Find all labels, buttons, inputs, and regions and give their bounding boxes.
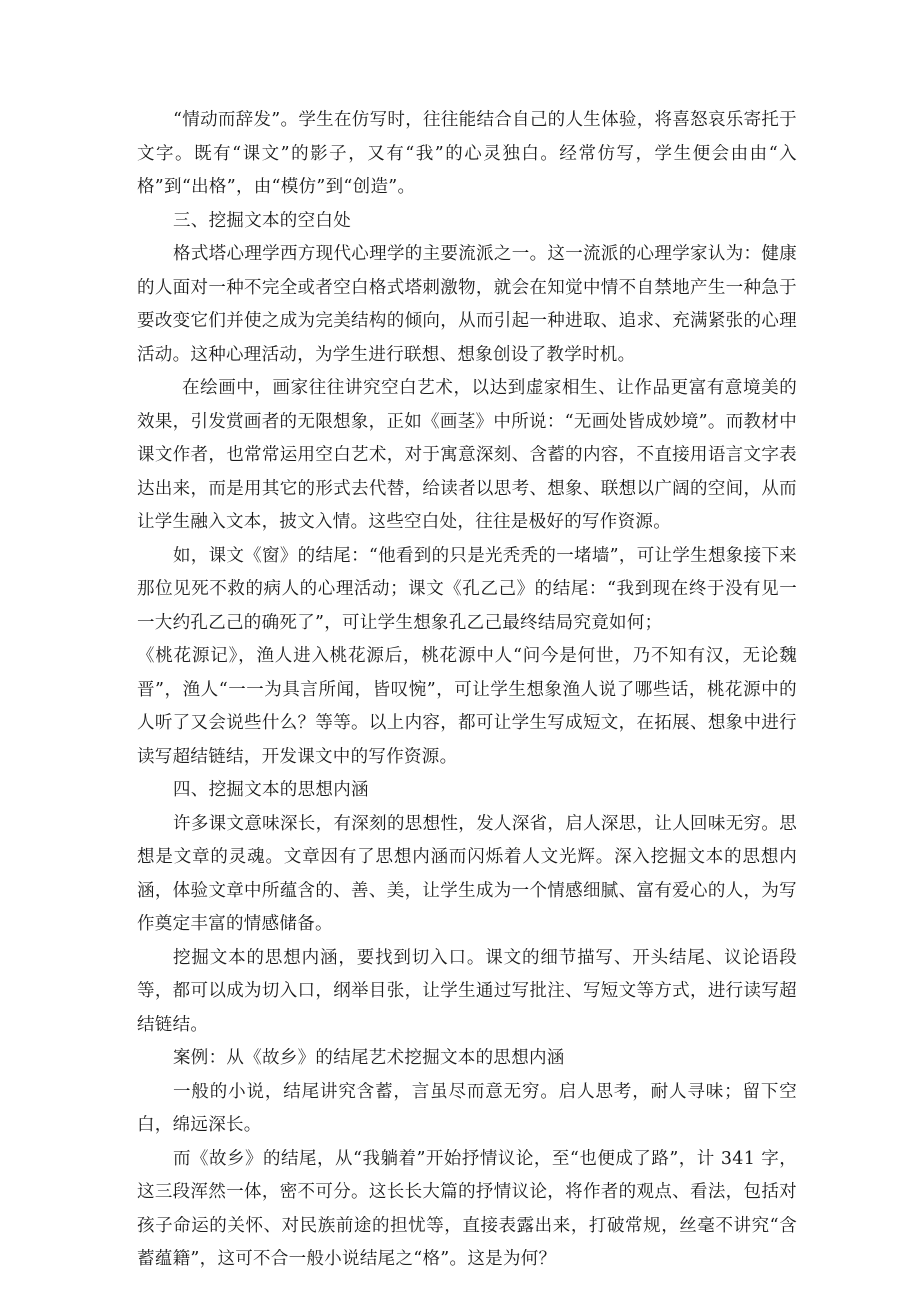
paragraph-novel-ending: 一般的小说，结尾讲究含蓄，言虽尽而意无穷。启人思考，耐人寻味；留下空白，绵远深长。 [137,1081,797,1135]
paragraph-case-title: 案例：从《故乡》的结尾艺术挖掘文本的思想内涵 [173,1048,565,1068]
paragraph-hometown-ending: 而《故乡》的结尾，从“我躺着”开始抒情议论，至“也便成了路”，计 341 字，这三段浑然一体，密不可分。这长长大篇的抒情议论，将作者的观点、看法，包括对孩子命运的关怀、对民族前途的担忧等，直接表露出来，打破常规，丝毫不讲究“含蓄蕴籍”，这可不合一般小说结尾之“格”。这是为何？ [137,1148,797,1269]
paragraph-blank-art: 在绘画中，画家往往讲究空白艺术，以达到虚家相生、让作品更富有意境美的效果，引发赏画者的无限想象，正如《画茎》中所说：“无画处皆成妙境”。而教材中课文作者，也常常运用空白艺术，对于寓意深刻、含蓄的内容，不直接用语言文字表达出来，而是用其它的形式去代替，给读者以思考、想象、联想以广阔的空间，从而让学生融入文本，披文入情。这些空白处，往往是极好的写作资源。 [137,378,797,532]
document-body [137,104,797,1277]
paragraph-peach-blossom: 《桃花源记》，渔人进入桃花源后，桃花源中人“问今是何世，乃不知有汉，无论魏晋”，渔人“一一为具言所闻，皆叹惋”，可让学生想象渔人说了哪些话，桃花源中的人听了又会说些什么？等等。以上内容，都可让学生写成短文，在拓展、想象中进行读写超结链结，开发课文中的写作资源。 [137,646,797,767]
paragraph-entry-point: 挖掘文本的思想内涵，要找到切入口。课文的细节描写、开头结尾、议论语段等，都可以成为切入口，纲举目张，让学生通过写批注、写短文等方式，进行读写超结链结。 [137,947,797,1035]
paragraph-examples: 如，课文《窗》的结尾：“他看到的只是光秃秃的一堵墙”，可让学生想象接下来那位见死不救的病人的心理活动；课文《孔乙己》的结尾：“我到现在终于没有见一一大约孔乙己的确死了”，可让学生想象孔乙己最终结局究竟如何； [137,545,797,633]
section-heading-4: 四、挖掘文本的思想内涵 [173,780,369,800]
paragraph-thought-connotation: 许多课文意味深长，有深刻的思想性，发人深省，启人深思，让人回味无穷。思想是文章的灵魂。文章因有了思想内涵而闪烁着人文光辉。深入挖掘文本的思想内涵，体验文章中所蕴含的、善、美，让学生成为一个情感细腻、富有爱心的人，为写作奠定丰富的情感储备。 [137,813,797,934]
paragraph-gestalt: 格式塔心理学西方现代心理学的主要流派之一。这一流派的心理学家认为：健康的人面对一种不完全或者空白格式塔刺激物，就会在知觉中情不自禁地产生一种急于要改变它们并使之成为完美结构的倾向，从而引起一种进取、追求、充满紧张的心理活动。这种心理活动，为学生进行联想、想象创设了教学时机。 [137,244,797,365]
paragraph-imitation-writing: “情动而辞发”。学生在仿写时，往往能结合自己的人生体验，将喜怒哀乐寄托于文字。既有“课文”的影子，又有“我”的心灵独白。经常仿写，学生便会由由“入格”到“出格”，由“模仿”到“创造”。 [137,110,797,197]
section-heading-3: 三、挖掘文本的空白处 [173,210,351,231]
